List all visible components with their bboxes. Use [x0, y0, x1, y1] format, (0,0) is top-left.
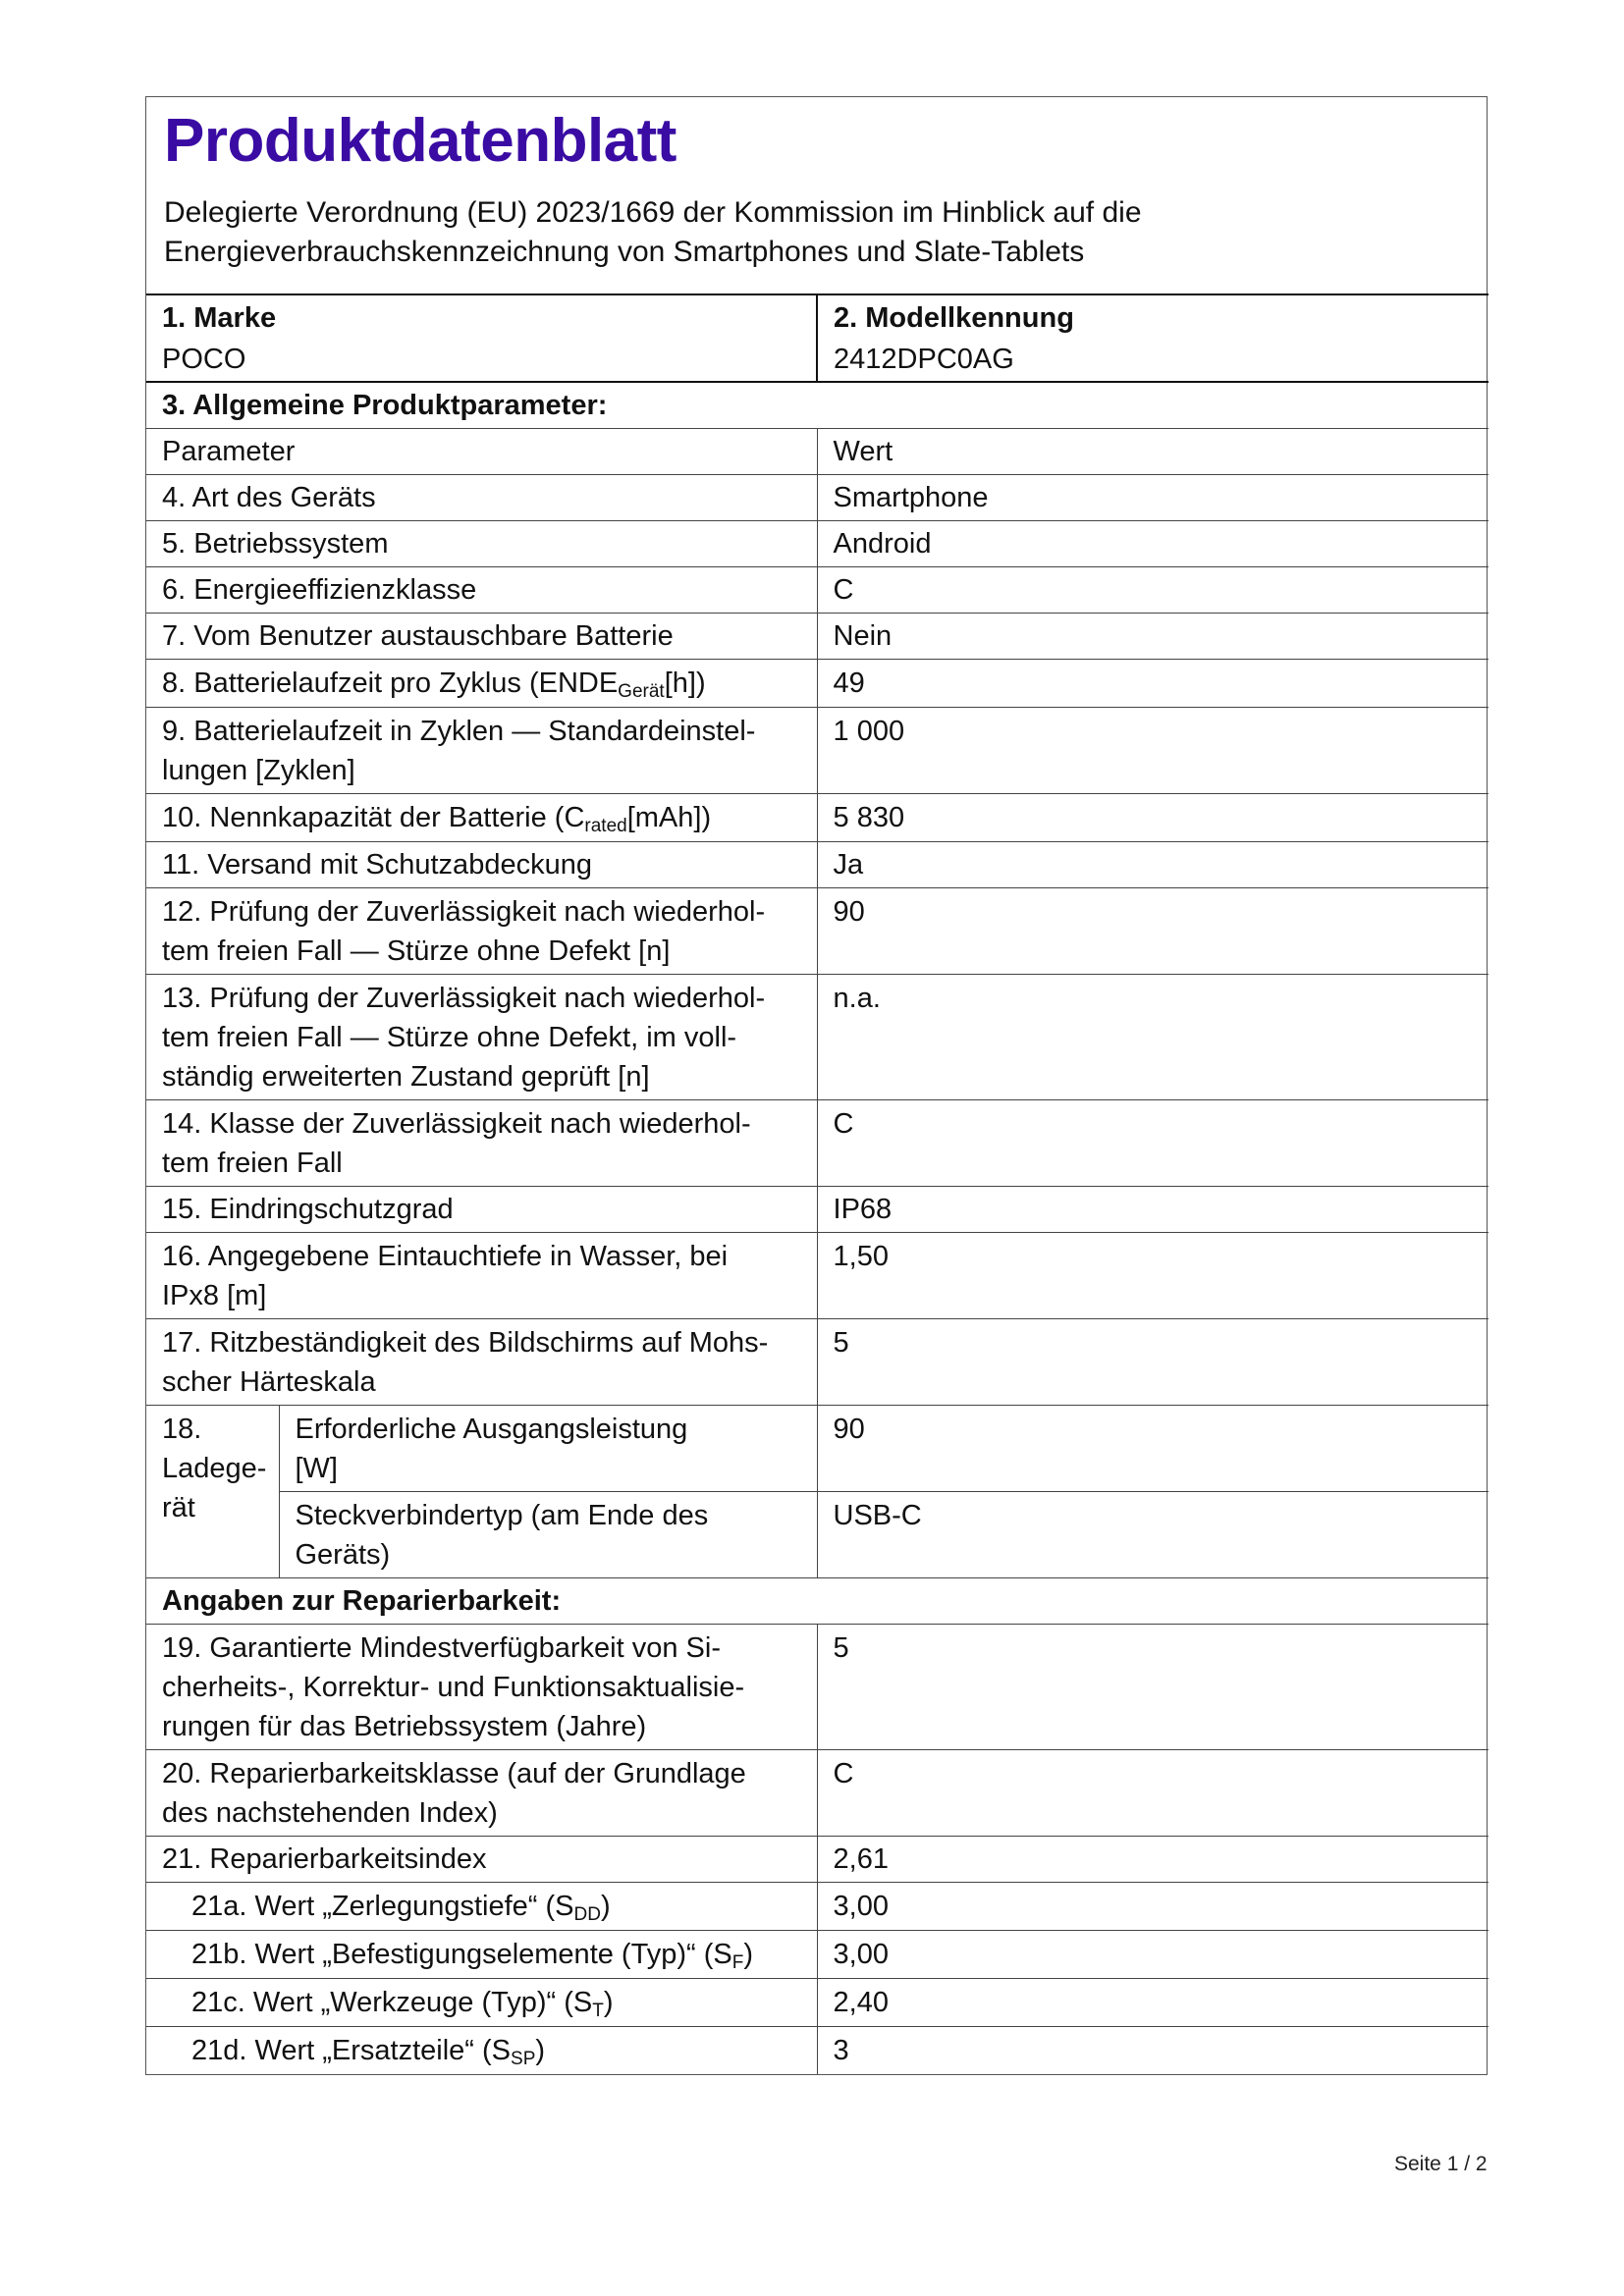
general-section-heading: 3. Allgemeine Produktparameter:: [146, 382, 1489, 428]
row-label: 5. Betriebssystem: [146, 520, 817, 566]
row-value: 49: [817, 659, 1489, 707]
charger-power-row: [146, 1405, 1489, 1491]
row-label: [146, 2026, 817, 2074]
row-label: [146, 1318, 817, 1405]
label-text: 21b. Wert „Befestigungselemente (Typ)“ (S: [191, 1938, 732, 1970]
row-label: [146, 1930, 817, 1978]
table-row: [146, 1930, 1489, 1978]
label-line: 13. Prüfung der Zuverlässigkeit nach wiederhol-: [162, 982, 766, 1014]
table-row: [146, 841, 1489, 887]
row-label: 21. Reparierbarkeitsindex: [146, 1836, 817, 1882]
model-label: 2. Modellkennung: [834, 302, 1074, 334]
row-label: 15. Eindringschutzgrad: [146, 1186, 817, 1232]
row-value: Smartphone: [817, 474, 1489, 520]
charger-connector-value: USB-C: [817, 1491, 1489, 1577]
label-line: 19. Garantierte Mindestverfügbarkeit von Si-: [162, 1631, 721, 1664]
label-line: IPx8 [m]: [162, 1279, 267, 1311]
table-row: [146, 2026, 1489, 2074]
brand-cell: [146, 294, 817, 382]
parameter-table: [146, 294, 1489, 2074]
table-row: [146, 1099, 1489, 1186]
model-cell: [817, 294, 1489, 382]
table-row: [146, 1624, 1489, 1749]
subtitle-line-1: Delegierte Verordnung (EU) 2023/1669 der Kommission im Hinblick auf die: [164, 196, 1142, 229]
charger-power-value: 90: [817, 1405, 1489, 1491]
row-label: 11. Versand mit Schutzabdeckung: [146, 841, 817, 887]
label-line: 20. Reparierbarkeitsklasse (auf der Grundlage: [162, 1757, 746, 1789]
label-text: 21c. Wert „Werkzeuge (Typ)“ (S: [191, 1986, 593, 2018]
subtitle-line-2: Energieverbrauchskennzeichnung von Smartphones und Slate-Tablets: [164, 236, 1085, 268]
label-line: tem freien Fall: [162, 1147, 343, 1179]
table-row: [146, 1882, 1489, 1930]
row-label: [146, 974, 817, 1099]
column-header-value: Wert: [817, 428, 1489, 474]
section-heading-row: [146, 382, 1489, 428]
row-value: 5: [817, 1624, 1489, 1749]
row-value: 3,00: [817, 1930, 1489, 1978]
label-line: cherheits-, Korrektur- und Funktionsaktualisie-: [162, 1671, 745, 1703]
row-value: 1 000: [817, 707, 1489, 793]
label-line: ständig erweiterten Zustand geprüft [n]: [162, 1060, 650, 1093]
row-value: 1,50: [817, 1232, 1489, 1318]
charger-power-label: [279, 1405, 817, 1491]
label-line: rät: [162, 1491, 195, 1523]
row-value: 90: [817, 887, 1489, 974]
table-row: [146, 1836, 1489, 1882]
row-label: [146, 1099, 817, 1186]
label-subscript: Gerät: [618, 680, 665, 702]
charger-connector-row: [146, 1491, 1489, 1577]
brand-label: 1. Marke: [162, 302, 277, 334]
row-label: [146, 659, 817, 707]
label-text: ): [603, 1986, 614, 2018]
row-value: 3: [817, 2026, 1489, 2074]
table-row: [146, 1232, 1489, 1318]
label-line: 16. Angegebene Eintauchtiefe in Wasser, bei: [162, 1240, 729, 1272]
table-row: [146, 659, 1489, 707]
label-line: 17. Ritzbeständigkeit des Bildschirms auf Mohs-: [162, 1326, 769, 1359]
sheet-header: [146, 97, 1487, 294]
label-subscript: T: [592, 2000, 604, 2021]
page-number: Seite 1 / 2: [1394, 2153, 1488, 2175]
charger-label: [146, 1405, 279, 1577]
label-text: 21a. Wert „Zerlegungstiefe“ (S: [191, 1890, 574, 1922]
row-label: 4. Art des Geräts: [146, 474, 817, 520]
row-value: IP68: [817, 1186, 1489, 1232]
row-value: 2,61: [817, 1836, 1489, 1882]
row-value: Nein: [817, 613, 1489, 659]
row-value: Android: [817, 520, 1489, 566]
row-label: [146, 1624, 817, 1749]
row-label: [146, 1749, 817, 1836]
row-value: 3,00: [817, 1882, 1489, 1930]
label-subscript: DD: [573, 1903, 601, 1925]
row-label: [146, 1882, 817, 1930]
label-line: scher Härteskala: [162, 1365, 376, 1398]
label-line: Steckverbindertyp (am Ende des: [295, 1499, 709, 1531]
label-line: tem freien Fall — Stürze ohne Defekt [n]: [162, 934, 671, 967]
label-text: 10. Nennkapazität der Batterie (C: [162, 801, 585, 833]
label-line: rungen für das Betriebssystem (Jahre): [162, 1710, 647, 1742]
row-label: [146, 887, 817, 974]
table-row: [146, 613, 1489, 659]
row-label: 7. Vom Benutzer austauschbare Batterie: [146, 613, 817, 659]
row-label: 6. Energieeffizienzklasse: [146, 566, 817, 613]
label-text: [h]): [664, 667, 706, 699]
label-line: Geräts): [295, 1538, 391, 1571]
label-line: 14. Klasse der Zuverlässigkeit nach wiederhol-: [162, 1107, 751, 1140]
label-line: 9. Batterielaufzeit in Zyklen — Standardeinstel-: [162, 715, 756, 747]
table-row: [146, 566, 1489, 613]
table-row: [146, 793, 1489, 841]
row-value: Ja: [817, 841, 1489, 887]
regulation-subtitle: [164, 193, 1460, 272]
label-text: ): [600, 1890, 611, 1922]
row-value: n.a.: [817, 974, 1489, 1099]
row-value: 5: [817, 1318, 1489, 1405]
row-value: 5 830: [817, 793, 1489, 841]
row-label: [146, 1232, 817, 1318]
table-row: [146, 1318, 1489, 1405]
row-value: C: [817, 1099, 1489, 1186]
product-data-sheet: [145, 96, 1488, 2075]
label-line: tem freien Fall — Stürze ohne Defekt, im voll-: [162, 1021, 737, 1053]
row-value: 2,40: [817, 1978, 1489, 2026]
label-subscript: F: [731, 1951, 744, 1973]
label-text: ): [535, 2034, 546, 2066]
label-line: des nachstehenden Index): [162, 1796, 498, 1829]
row-value: C: [817, 1749, 1489, 1836]
column-header-parameter: Parameter: [146, 428, 817, 474]
table-row: [146, 520, 1489, 566]
label-text: 8. Batterielaufzeit pro Zyklus (ENDE: [162, 667, 619, 699]
table-row: [146, 707, 1489, 793]
label-line: lungen [Zyklen]: [162, 754, 355, 786]
label-line: [W]: [295, 1452, 338, 1484]
model-value: 2412DPC0AG: [834, 344, 1014, 375]
table-row: [146, 887, 1489, 974]
charger-connector-label: [279, 1491, 817, 1577]
row-label: [146, 1978, 817, 2026]
label-text: ): [743, 1938, 753, 1970]
brand-value: POCO: [162, 344, 246, 375]
row-value: C: [817, 566, 1489, 613]
row-label: [146, 707, 817, 793]
label-subscript: rated: [584, 815, 627, 836]
label-line: Erforderliche Ausgangsleistung: [295, 1413, 688, 1445]
repair-section-heading: Angaben zur Reparierbarkeit:: [146, 1577, 1489, 1624]
label-line: 12. Prüfung der Zuverlässigkeit nach wiederhol-: [162, 895, 766, 928]
table-row: [146, 1749, 1489, 1836]
identity-row: [146, 294, 1489, 382]
table-row: [146, 1186, 1489, 1232]
label-line: 18. Ladege-: [162, 1413, 267, 1484]
table-row: [146, 974, 1489, 1099]
column-header-row: [146, 428, 1489, 474]
row-label: [146, 793, 817, 841]
label-text: [mAh]): [626, 801, 712, 833]
section-heading-row: [146, 1577, 1489, 1624]
label-text: 21d. Wert „Ersatzteile“ (S: [191, 2034, 512, 2066]
page-title: Produktdatenblatt: [164, 107, 677, 175]
table-row: [146, 1978, 1489, 2026]
label-subscript: SP: [511, 2048, 536, 2069]
table-row: [146, 474, 1489, 520]
